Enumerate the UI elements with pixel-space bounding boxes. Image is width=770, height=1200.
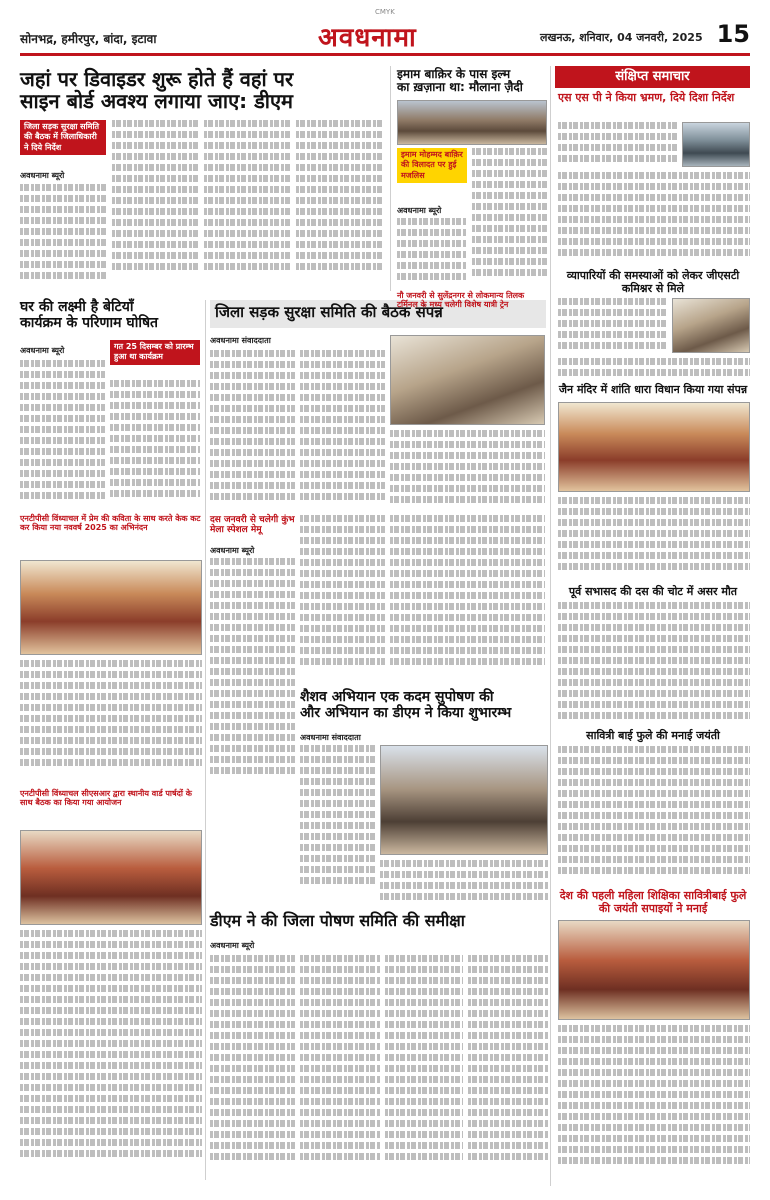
imam-body-2: [397, 218, 467, 288]
beti-body-col-1: [20, 360, 105, 510]
sidebar-item-body: [558, 497, 750, 582]
ntpc-body: [20, 660, 202, 780]
imam-headline: [397, 68, 547, 95]
column-rule: [390, 66, 391, 291]
shaishav-photo: [380, 745, 548, 855]
sidebar-item-title: सावित्री बाई फुले की मनाई जयंती: [586, 729, 720, 742]
divider-body-col-1: [20, 184, 106, 289]
mela-body: [210, 558, 295, 803]
imam-photo: [397, 100, 547, 145]
sidebar-item-body: [558, 602, 750, 727]
ntpc-meeting-body: [20, 930, 202, 1180]
divider-headline: [20, 68, 385, 113]
beti-byline: अवधनामा ब्यूरो: [20, 346, 65, 355]
shaishav-headline: [300, 690, 548, 721]
ntpc-photo: [20, 560, 202, 655]
shaishav-headline-line-1: शैशव अभियान एक कदम सुपोषण की: [300, 689, 494, 705]
imam-headline-line-1: इमाम बाक़िर के पास इल्म: [397, 67, 511, 81]
road-safety-photo: [390, 335, 545, 425]
shaishav-byline: अवधनामा संवाददाता: [300, 733, 361, 742]
imam-tag: इमाम मोहम्मद बाक़िर की विलादत पर हुई मजलिस: [397, 148, 467, 183]
beti-headline: [20, 300, 200, 331]
road-safety-body-col-2: [300, 350, 385, 510]
road-safety-headline: जिला सड़क सुरक्षा समिति की बैठक संपन्न: [215, 303, 443, 321]
editions-line: सोनभद्र, हमीरपुर, बांदा, इटावा: [20, 32, 157, 46]
sidebar-item-title: जैन मंदिर में शांति धारा विधान किया गया संपन्न: [558, 383, 748, 396]
imam-headline-line-2: का ख़ज़ाना था: मौलाना ज़ैदी: [397, 80, 523, 95]
sidebar-item-title: व्यापारियों की समस्याओं को लेकर जीएसटी कमिश्नर से मिले: [566, 269, 740, 295]
mela-byline: अवधनामा ब्यूरो: [210, 546, 255, 555]
train-headline: नौ जनवरी से सुलेंद्रनगर से लोकमान्य तिलक टर्मिनल के मध्य चलेगी विशेष यात्री ट्रेन: [397, 291, 525, 309]
sidebar-item-body: [558, 298, 668, 353]
page-number: 15: [716, 20, 750, 48]
newspaper-logo: अवधनामा: [318, 23, 417, 53]
road-safety-cont: [300, 515, 385, 685]
sidebar-item-body: [558, 122, 678, 167]
imam-byline: अवधनामा ब्यूरो: [397, 206, 442, 215]
road-safety-body-col-1: [210, 350, 295, 510]
divider-byline: अवधनामा ब्यूरो: [20, 171, 65, 180]
divider-headline-line-1: जहां पर डिवाइडर शुरू होते हैं वहां पर: [20, 67, 294, 91]
sidebar-item-body: [558, 358, 750, 380]
train-body: [390, 515, 545, 685]
mela-headline: दस जनवरी से चलेगी कुंभ मेला स्पेशल मेमू: [210, 515, 295, 536]
road-safety-byline: अवधनामा संवाददाता: [210, 336, 271, 345]
sidebar-item-title: एस एस पी ने किया भ्रमण, दिये दिशा निर्देश: [558, 91, 735, 104]
road-safety-body-col-3: [390, 430, 545, 510]
sidebar-item-title: पूर्व सभासद की दस की चोट में असर मौत: [568, 585, 738, 598]
beti-body-col-2: [110, 380, 200, 510]
divider-body-col-2: [112, 120, 198, 290]
beti-tag: गत 25 दिसम्बर को प्रारम्भ हुआ था कार्यक्रम: [110, 340, 200, 365]
ntpc-meeting-headline: एनटीपीसी विंध्याचल सीएसआर द्वारा स्थानीय वार्ड पार्षदों के साथ बैठक का किया गया आयोजन: [20, 789, 192, 807]
poshan-body-col-2: [300, 955, 380, 1180]
beti-headline-line-2: कार्यक्रम के परिणाम घोषित: [20, 314, 159, 331]
masthead: [20, 8, 750, 56]
divider-tag: जिला सड़क सुरक्षा समिति की बैठक में जिलाधिकारी ने दिये निर्देश: [20, 120, 106, 155]
sidebar-item-photo: [682, 122, 750, 167]
sidebar-header: संक्षिप्त समाचार: [555, 66, 750, 88]
column-rule: [550, 66, 551, 1186]
shaishav-body-col-2: [380, 860, 548, 905]
poshan-body-col-4: [468, 955, 548, 1180]
ntpc-headline: एनटीपीसी विंध्याचल में प्रेम की कविता के साथ करते केक कट कर किया नया नववर्ष 2025 का अभिनंदन: [20, 514, 201, 532]
poshan-headline: डीएम ने की जिला पोषण समिति की समीक्षा: [210, 911, 465, 930]
date-line: लखनऊ, शनिवार, 04 जनवरी, 2025: [540, 31, 703, 44]
divider-body-col-4: [296, 120, 384, 290]
shaishav-headline-line-2: और अभियान का डीएम ने किया शुभारम्भ: [300, 704, 512, 721]
sidebar-item-body: [558, 172, 750, 267]
sidebar-item-photo: [558, 402, 750, 492]
sidebar-item-body: [558, 746, 750, 886]
color-mark: CMYK: [375, 8, 395, 16]
divider-headline-line-2: साइन बोर्ड अवश्य लगाया जाए: डीएम: [20, 89, 293, 114]
imam-body: [472, 148, 547, 288]
sidebar-item-title: देश की पहली महिला शिक्षिका सावित्रीबाई फुले की जयंती सपाइयों ने मनाई: [559, 889, 747, 915]
shaishav-body-col-1: [300, 745, 375, 895]
divider-body-col-3: [204, 120, 290, 290]
column-rule: [205, 300, 206, 1180]
sidebar-item-body: [558, 1025, 750, 1180]
beti-headline-line-1: घर की लक्ष्मी है बेटियाँ: [20, 299, 134, 315]
ntpc-meeting-photo: [20, 830, 202, 925]
sidebar-item-photo: [672, 298, 750, 353]
sidebar-item-photo: [558, 920, 750, 1020]
poshan-byline: अवधनामा ब्यूरो: [210, 941, 255, 950]
poshan-body-col-1: [210, 955, 295, 1180]
poshan-body-col-3: [385, 955, 463, 1180]
